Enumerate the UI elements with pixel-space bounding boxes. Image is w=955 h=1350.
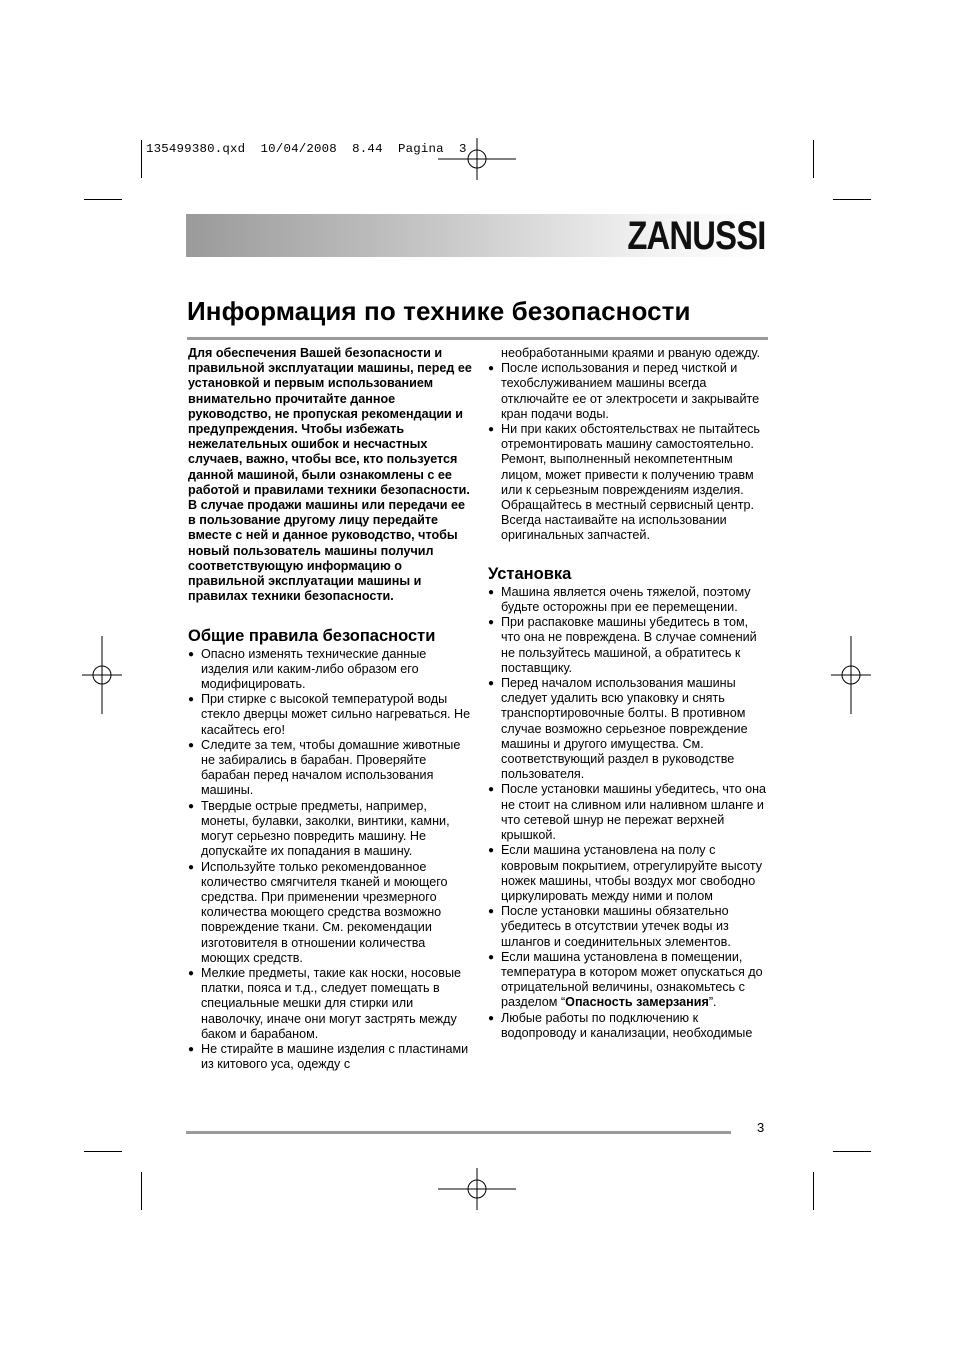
list-item: ● Ни при каких обстоятельствах не пытайтесь отремонтировать машину самостоятельно. Ремонт, выполненный некомпетентным лицом, может привести к получению травм или к серьезным повреждениям изделия. Обращайтесь в местный сервисный центр. Всегда настаивайте на использовании оригинальных запчастей.: [488, 422, 770, 544]
list-item: ● Перед началом использования машины следует удалить всю упаковку и снять транспортировочные болты. В противном случае возможно серьезное повреждение машины и другого имущества. См. соответствующий раздел в руководстве пользователя.: [488, 676, 770, 782]
list-item: ● Любые работы по подключению к водопроводу и канализации, необходимые: [488, 1011, 770, 1041]
left-column: [188, 346, 473, 1072]
freeze-text-end: ”.: [708, 995, 717, 1010]
page-number: 3: [757, 1120, 765, 1135]
list-item: ● При стирке с высокой температурой воды стекло дверцы может сильно нагреваться. Не касайтесь его!: [188, 692, 473, 738]
crop-mark-left-bottom-h: [84, 1151, 122, 1152]
general-rules-list: [188, 647, 473, 1073]
installation-heading: Установка: [488, 564, 572, 583]
list-item: ● Если машина установлена на полу с ковровым покрытием, отрегулируйте высоту ножек машины, чтобы воздух мог свободно циркулировать между ними и полом: [488, 843, 770, 904]
brand-logo: ZANUSSI: [627, 214, 766, 258]
installation-list: [488, 585, 770, 1041]
list-item: ● Мелкие предметы, такие как носки, носовые платки, пояса и т.д., следует помещать в специальные мешки для стирки или наволочку, иначе они могут застрять между баком и барабаном.: [188, 966, 473, 1042]
file-slug: 135499380.qxd 10/04/2008 8.44 Pagina 3: [146, 142, 467, 156]
list-item: ● При распаковке машины убедитесь в том, что она не повреждена. В случае сомнений не пользуйтесь машиной, а обратитесь к поставщику.: [488, 615, 770, 676]
freeze-text: Если машина установлена в помещении, температура в котором может опускаться до отрицательной величины, ознакомьтесь с разделом “: [501, 949, 763, 1010]
list-item: ● Машина является очень тяжелой, поэтому будьте осторожны при ее перемещении.: [488, 585, 770, 615]
title-divider: [187, 337, 768, 340]
registration-mark-bottom-icon: [438, 1168, 516, 1210]
list-item: ● Следите за тем, чтобы домашние животные не забирались в барабан. Проверяйте барабан перед началом использования машины.: [188, 738, 473, 799]
list-item: ● Опасно изменять технические данные изделия или каким-либо образом его модифицировать.: [188, 647, 473, 693]
crop-mark-right-bottom-h: [833, 1151, 871, 1152]
registration-mark-top-icon: [438, 138, 516, 180]
registration-mark-right-icon: [831, 636, 871, 714]
list-item: ● После установки машины убедитесь, что она не стоит на сливном или наливном шланге и что сетевой шнур не пережат верхней крышкой.: [488, 782, 770, 843]
list-item: ● Не стирайте в машине изделия с пластинами из китового уса, одежду с: [188, 1042, 473, 1072]
right-column: [488, 346, 770, 1041]
general-rules-heading: Общие правила безопасности: [188, 627, 436, 646]
general-rules-list-continued: [488, 361, 770, 543]
list-item: ● Твердые острые предметы, например, монеты, булавки, заколки, винтики, камни, могут серьезно повредить машину. Не допускайте их попадания в машину.: [188, 799, 473, 860]
crop-mark-left-top-h: [84, 199, 122, 200]
intro-paragraph: Для обеспечения Вашей безопасности и правильной эксплуатации машины, перед ее установкой и первым использованием внимательно прочитайте данное руководство, не пропуская рекомендации и предупреждения. Чтобы избежать нежелательных ошибок и несчастных случаев, важно, чтобы все, кто пользуется данной машиной, были ознакомлены с ее работой и правилами техники безопасности. В случае продажи машины или передачи ее в пользование другому лицу передайте вместе с ней и данное руководство, чтобы новый пользователь машины получил соответствующую информацию о правильной эксплуатации машины и правилах техники безопасности.: [188, 346, 472, 604]
list-item-continuation: необработанными краями и рваную одежду.: [501, 346, 760, 360]
list-item: ● Используйте только рекомендованное количество смягчителя тканей и моющего средства. При применении чрезмерного количества моющего средства возможно повреждение ткани. См. рекомендации изготовителя в отношении количества моющих средств.: [188, 860, 473, 966]
crop-mark-left-top-v: [141, 140, 142, 178]
freeze-section-link: Опасность замерзания: [565, 995, 709, 1010]
crop-mark-right-top-v: [813, 140, 814, 178]
list-item-freeze: [488, 950, 770, 1011]
registration-mark-left-icon: [82, 636, 122, 714]
page-title: Информация по технике безопасности: [187, 296, 691, 326]
crop-mark-right-bottom-v: [813, 1172, 814, 1210]
crop-mark-left-bottom-v: [141, 1172, 142, 1210]
list-item: ● После установки машины обязательно убедитесь в отсутствии утечек воды из шлангов и соединительных элементов.: [488, 904, 770, 950]
header-banner: [186, 214, 768, 257]
crop-mark-right-top-h: [833, 199, 871, 200]
list-item: ● После использования и перед чисткой и техобслуживанием машины всегда отключайте ее от электросети и закрывайте кран подачи воды.: [488, 361, 770, 422]
footer-divider: [186, 1131, 731, 1134]
